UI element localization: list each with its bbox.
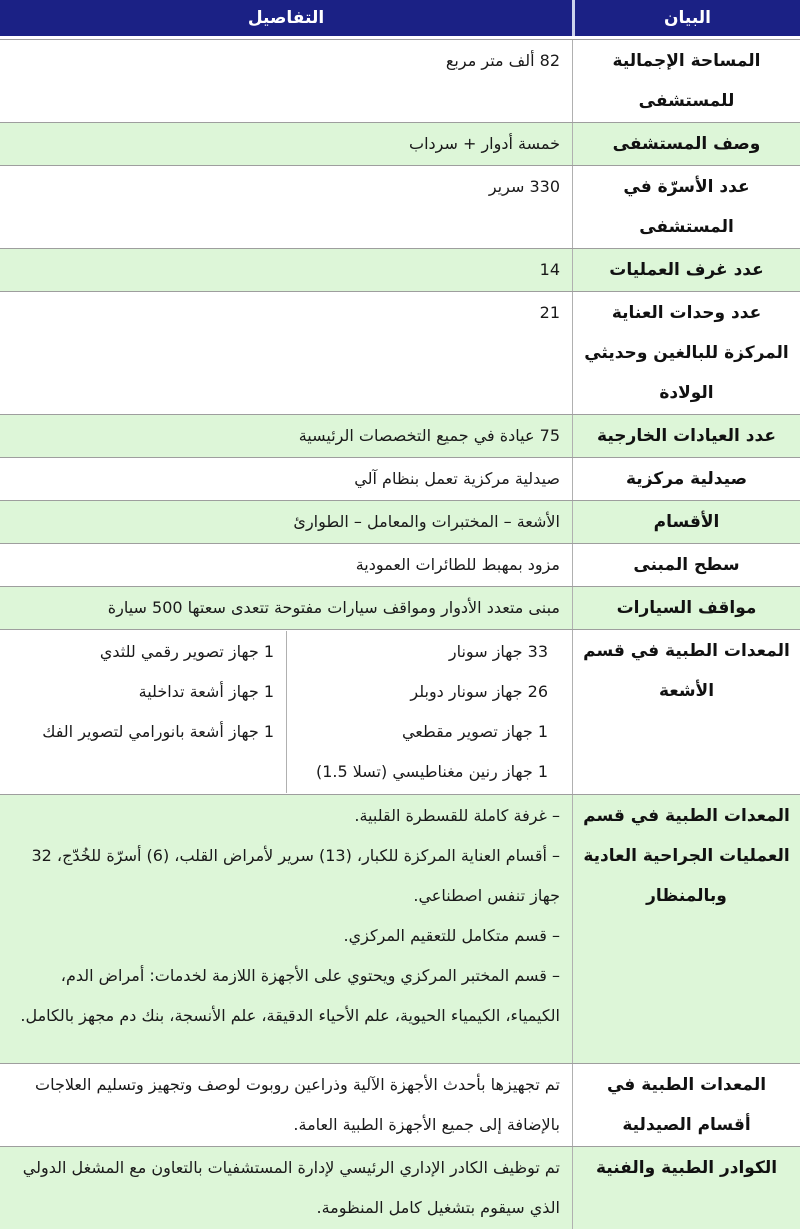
table-row <box>0 39 800 122</box>
radiology-items-column-1 <box>286 631 560 793</box>
row-label: عدد الأسرّة في المستشفى <box>572 166 800 248</box>
table-row <box>0 1063 800 1146</box>
surgery-bullet: – غرفة كاملة للقسطرة القلبية. <box>354 806 560 825</box>
row-details-split <box>0 630 572 794</box>
table-row <box>0 586 800 629</box>
table-row <box>0 414 800 457</box>
radiology-item: 33 جهاز سونار <box>448 642 548 661</box>
row-details-list <box>0 795 572 1063</box>
row-details: 21 <box>539 303 560 322</box>
row-label: المعدات الطبية في أقسام الصيدلية <box>572 1064 800 1146</box>
row-details: تم تجهيزها بأحدث الأجهزة الآلية وذراعين روبوت لوصف وتجهيز وتسليم العلاجات بالإضافة إلى جميع الأجهزة الطبية العامة. <box>35 1075 560 1134</box>
radiology-items-column-2 <box>12 631 286 793</box>
row-details: تم توظيف الكادر الإداري الرئيسي لإدارة المستشفيات بالتعاون مع المشغل الدولي الذي سيقوم بتشغيل كامل المنظومة. <box>22 1158 560 1217</box>
surgery-bullet: – أقسام العناية المركزة للكبار، (13) سرير لأمراض القلب، (6) أسرّة للخُدّج، 32 جهاز تنفس اصطناعي. <box>31 846 560 905</box>
table-header-row <box>0 0 800 36</box>
row-details: مبنى متعدد الأدوار ومواقف سيارات مفتوحة تتعدى سعتها 500 سيارة <box>107 598 560 617</box>
table-row <box>0 248 800 291</box>
radiology-item: 1 جهاز أشعة تداخلية <box>138 682 274 701</box>
radiology-item: 1 جهاز أشعة بانورامي لتصوير الفك <box>42 722 274 741</box>
column-header-item: البيان <box>572 0 800 36</box>
table-row <box>0 500 800 543</box>
radiology-item: 1 جهاز تصوير رقمي للثدي <box>99 642 274 661</box>
row-label: عدد غرف العمليات <box>572 249 800 291</box>
surgery-bullet: – قسم المختبر المركزي ويحتوي على الأجهزة اللازمة لخدمات: أمراض الدم، الكيمياء، الكيمياء الحيوية، علم الأحياء الدقيقة، علم الأنسجة، بنك دم مجهز بالكامل. <box>20 966 560 1025</box>
surgery-bullet: – قسم متكامل للتعقيم المركزي. <box>343 926 560 945</box>
radiology-item: 26 جهاز سونار دوبلر <box>410 682 548 701</box>
radiology-item: 1 جهاز تصوير مقطعي <box>401 722 548 741</box>
row-details: 82 ألف متر مربع <box>445 51 560 70</box>
row-details: خمسة أدوار + سرداب <box>409 134 560 153</box>
table-row <box>0 1146 800 1229</box>
row-label: صيدلية مركزية <box>572 458 800 500</box>
row-details: 75 عيادة في جميع التخصصات الرئيسية <box>298 426 560 445</box>
row-details: صيدلية مركزية تعمل بنظام آلي <box>354 469 560 488</box>
table-row <box>0 291 800 414</box>
row-label: الأقسام <box>572 501 800 543</box>
row-details: الأشعة – المختبرات والمعامل – الطوارئ <box>293 512 560 531</box>
table-row <box>0 122 800 165</box>
row-label: سطح المبنى <box>572 544 800 586</box>
row-label: الكوادر الطبية والفنية <box>572 1147 800 1229</box>
row-label: المعدات الطبية في قسم العمليات الجراحية العادية وبالمنظار <box>572 795 800 1063</box>
row-label: المساحة الإجمالية للمستشفى <box>572 40 800 122</box>
radiology-item: 1 جهاز رنين مغناطيسي (تسلا 1.5) <box>315 762 548 781</box>
row-label: مواقف السيارات <box>572 587 800 629</box>
row-label: المعدات الطبية في قسم الأشعة <box>572 630 800 794</box>
row-details: مزود بمهبط للطائرات العمودية <box>355 555 560 574</box>
row-details: 14 <box>539 260 560 279</box>
table-row-surgery <box>0 794 800 1063</box>
table-row <box>0 457 800 500</box>
table-row <box>0 165 800 248</box>
row-label: عدد العيادات الخارجية <box>572 415 800 457</box>
row-label: وصف المستشفى <box>572 123 800 165</box>
row-details: 330 سرير <box>488 177 560 196</box>
table-row <box>0 543 800 586</box>
column-header-details: التفاصيل <box>247 8 325 28</box>
table-row-radiology <box>0 629 800 794</box>
row-label: عدد وحدات العناية المركزة للبالغين وحديثي الولادة <box>572 292 800 414</box>
